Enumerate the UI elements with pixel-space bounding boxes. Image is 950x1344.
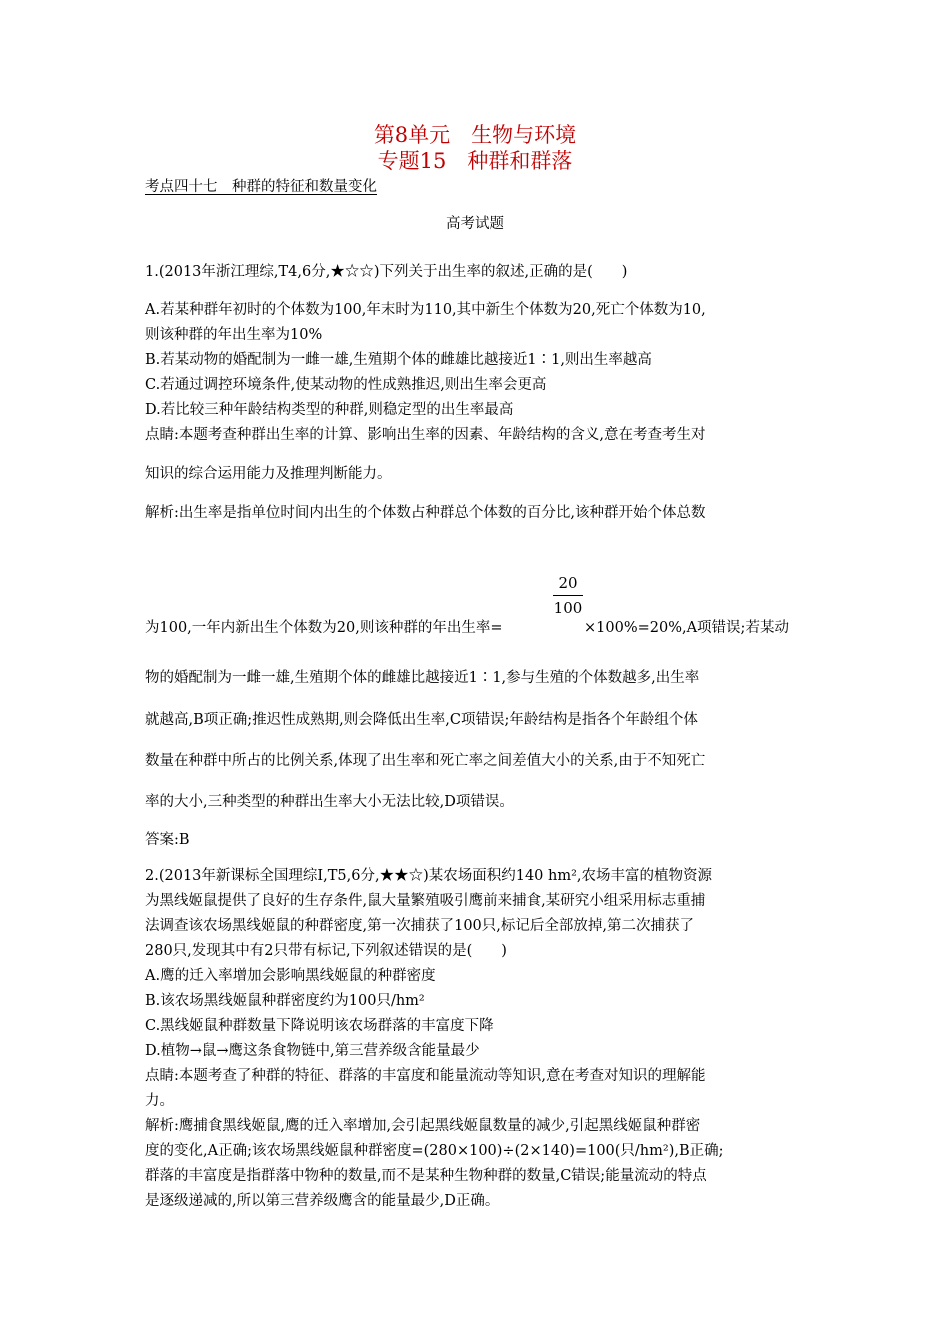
q2-stem-line4: 280只,发现其中有2只带有标记,下列叙述错误的是( ) [145, 943, 507, 959]
q2-option-b: B.该农场黑线姬鼠种群密度约为100只/hm² [145, 993, 425, 1009]
q2-comment-line2: 力。 [145, 1093, 174, 1109]
q1-analysis-line3: 物的婚配制为一雌一雄,生殖期个体的雌雄比越接近1∶1,参与生殖的个体数越多,出生率 [145, 670, 700, 686]
q1-analysis-line5: 数量在种群中所占的比例关系,体现了出生率和死亡率之间差值大小的关系,由于不知死亡 [145, 753, 706, 769]
q1-analysis-line2a: 为100,一年内新出生个体数为20,则该种群的年出生率= [145, 620, 503, 636]
q2-stem-line2: 为黑线姬鼠提供了良好的生存条件,鼠大量繁殖吸引鹰前来捕食,某研究小组采用标志重捕 [145, 893, 706, 909]
unit-title: 第8单元 生物与环境 [373, 123, 577, 147]
section-heading: 考点四十七 种群的特征和数量变化 [145, 179, 377, 195]
q1-comment-line2: 知识的综合运用能力及推理判断能力。 [145, 466, 392, 482]
q2-stem-line1: 2.(2013年新课标全国理综Ⅰ,T5,6分,★★☆)某农场面积约140 hm²,农场丰富的植物资源 [145, 868, 713, 884]
q2-stem-line3: 法调查该农场黑线姬鼠的种群密度,第一次捕获了100只,标记后全部放掉,第二次捕获了 [145, 918, 695, 934]
fraction-bar [553, 595, 583, 596]
q1-option-a-line1: A.若某种群年初时的个体数为100,年末时为110,其中新生个体数为20,死亡个体数为10, [145, 302, 706, 318]
q2-analysis-line1: 解析:鹰捕食黑线姬鼠,鹰的迁入率增加,会引起黑线姬鼠数量的减少,引起黑线姬鼠种群密 [145, 1118, 701, 1134]
q2-option-d: D.植物→鼠→鹰这条食物链中,第三营养级含能量最少 [145, 1043, 480, 1059]
q1-comment-line1: 点睛:本题考查种群出生率的计算、影响出生率的因素、年龄结构的含义,意在考查考生对 [145, 427, 706, 443]
fraction-denominator: 100 [553, 599, 583, 617]
q1-option-c: C.若通过调控环境条件,使某动物的性成熟推迟,则出生率会更高 [145, 377, 547, 393]
q2-analysis-line4: 是逐级递减的,所以第三营养级鹰含的能量最少,D正确。 [145, 1193, 500, 1209]
q1-option-a-line2: 则该种群的年出生率为10% [145, 327, 323, 343]
q2-analysis-line3: 群落的丰富度是指群落中物种的数量,而不是某种生物种群的数量,C错误;能量流动的特点 [145, 1168, 707, 1184]
topic-title: 专题15 种群和群落 [377, 149, 573, 173]
q1-analysis-line2b: ×100%=20%,A项错误;若某动 [584, 620, 789, 636]
q1-stem: 1.(2013年浙江理综,T4,6分,★☆☆)下列关于出生率的叙述,正确的是( ) [145, 264, 628, 280]
q2-analysis-line2: 度的变化,A正确;该农场黑线姬鼠种群密度=(280×100)÷(2×140)=100(只/hm²),B正确; [145, 1143, 724, 1159]
subheading: 高考试题 [446, 216, 504, 232]
q2-comment-line1: 点睛:本题考查了种群的特征、群落的丰富度和能量流动等知识,意在考查对知识的理解能 [145, 1068, 706, 1084]
fraction-20-over-100 [553, 573, 583, 618]
q1-option-d: D.若比较三种年龄结构类型的种群,则稳定型的出生率最高 [145, 402, 514, 418]
q1-analysis-line1: 解析:出生率是指单位时间内出生的个体数占种群总个体数的百分比,该种群开始个体总数 [145, 505, 706, 521]
q1-analysis-line4: 就越高,B项正确;推迟性成熟期,则会降低出生率,C项错误;年龄结构是指各个年龄组个体 [145, 712, 698, 728]
q2-option-c: C.黑线姬鼠种群数量下降说明该农场群落的丰富度下降 [145, 1018, 494, 1034]
q2-option-a: A.鹰的迁入率增加会影响黑线姬鼠的种群密度 [145, 968, 436, 984]
fraction-numerator: 20 [558, 574, 578, 592]
q1-answer: 答案:B [145, 832, 190, 848]
q1-option-b: B.若某动物的婚配制为一雌一雄,生殖期个体的雌雄比越接近1∶1,则出生率越高 [145, 352, 652, 368]
q1-analysis-line6: 率的大小,三种类型的种群出生率大小无法比较,D项错误。 [145, 794, 514, 810]
